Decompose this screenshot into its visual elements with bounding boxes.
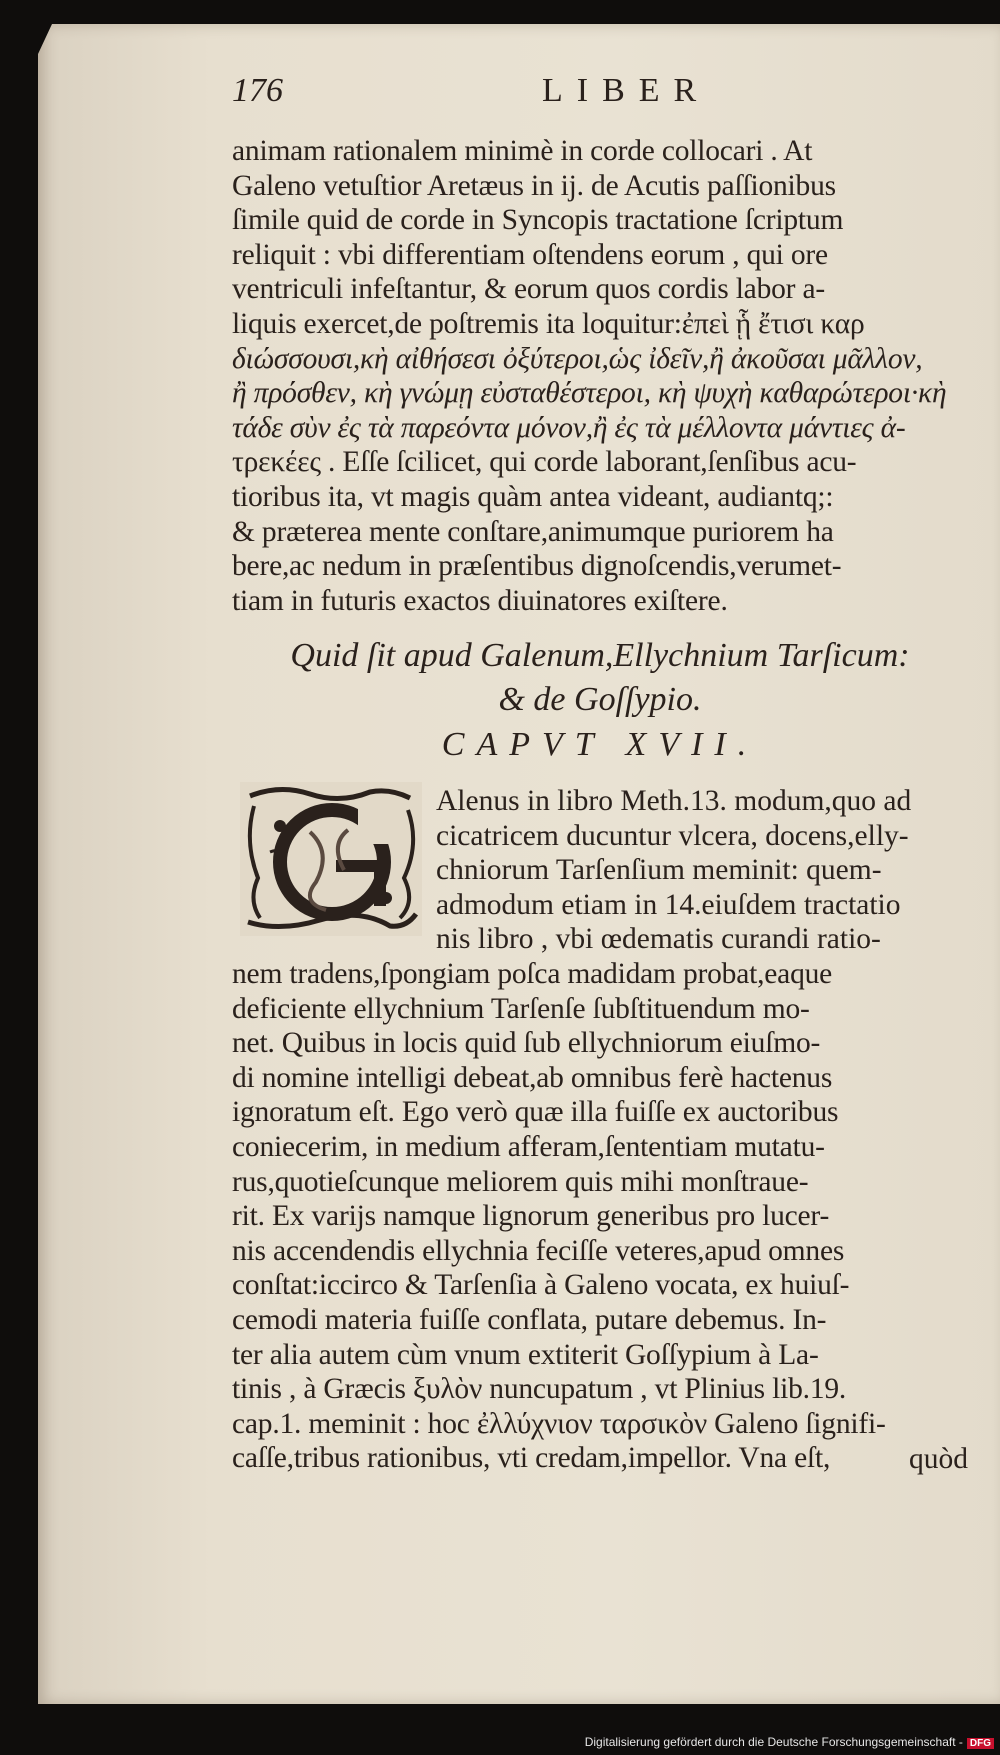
text-line: τρεκέες . Eſſe ſcilicet, qui corde laborant,ſenſibus acu- [232,446,857,479]
text-line: conſtat:iccirco & Tarſenſia à Galeno vocata, ex huiuſ- [232,1269,850,1302]
text-line: reliquit : vbi differentiam oſtendens eorum , qui ore [232,238,828,271]
text-line: cicatricem ducuntur vlcera, docens,elly- [436,819,909,852]
text-line: caſſe,tribus rationibus, vti credam,impellor. Vna eſt, [232,1442,831,1475]
text-line: rus,quotieſcunque meliorem quis mihi monſtraue- [232,1165,809,1198]
greek-text-line: ἢ πρόσθεν, κὴ γνώμῃ εὐσταθέστεροι, κὴ ψυχὴ καθαρώτεροι·κὴ [232,377,947,410]
digitization-credit [585,1735,994,1749]
chapter-title [232,634,968,722]
text-line: ventriculi infeſtantur, & eorum quos cordis labor a- [232,273,825,306]
text-line: ſimile quid de corde in Syncopis tractatione ſcriptum [232,204,844,237]
text-line: nem tradens,ſpongiam poſca madidam probat,eaque [232,958,833,990]
ornament-icon [240,782,422,936]
chapter-title-line-2: & de Goſſypio. [498,681,702,718]
text-line: cemodi materia fuiſſe conflata, putare debemus. In- [232,1303,827,1336]
text-line: nis libro , vbi œdematis curandi ratio- [436,923,881,956]
greek-text-line: τάδε σὺν ἐς τὰ παρεόντα μόνον,ἢ ἐς τὰ μέλλοντα μάντιες ἀ- [232,411,906,444]
decorated-initial-g-icon [240,782,422,936]
text-block-top [232,134,968,618]
running-head: LIBER [542,72,711,109]
text-line: ter alia autem cùm vnum extiterit Goſſypium à La- [232,1338,819,1371]
text-line: bere,ac nedum in præſentibus dignoſcendis,verumet- [232,550,842,583]
text-line: ignoratum eſt. Ego verò quæ illa fuiſſe ex auctoribus [232,1096,839,1129]
text-line: Galeno vetuſtior Aretæus in ij. de Acutis paſſionibus [232,169,836,202]
text-line: chniorum Tarſenſium meminit: quem- [436,854,882,887]
text-line: tioribus ita, vt magis quàm antea videant, audiantq;: [232,480,834,513]
text-line: rit. Ex varijs namque lignorum generibus pro lucer- [232,1200,830,1233]
dfg-logo-icon: DFG [967,1738,994,1749]
text-line: liquis exercet,de poſtremis ita loquitur:ἐπεὶ ᾗ ἔτισι καρ [232,307,865,340]
text-line: & præterea mente conſtare,animumque puriorem ha [232,515,834,548]
text-line: Alenus in libro Meth.13. modum,quo ad [436,785,912,817]
chapter-title-line-1: Quid ſit apud Galenum,Ellychnium Tarſicum: [290,637,910,674]
text-line: tiam in futuris exactos diuinatores exiſtere. [232,584,728,617]
text-line: coniecerim, in medium afferam,ſententiam mutatu- [232,1130,825,1163]
text-line: nis accendendis ellychnia feciſſe veteres,apud omnes [232,1234,845,1267]
text-line: di nomine intelligi debeat,ab omnibus ferè hactenus [232,1061,833,1094]
text-line: admodum etiam in 14.eiuſdem tractatio [436,888,901,921]
text-line: deficiente ellychnium Tarſenſe ſubſtituendum mo- [232,992,810,1025]
text-line: net. Quibus in locis quid ſub ellychniorum eiuſmo- [232,1027,821,1060]
chapter-number: CAPVT XVII. [441,726,759,763]
greek-text-line: διώσσουσι,κὴ αἰθήσεσι ὀξύτεροι,ὡς ἰδεῖν,ἢ ἀκοῦσαι μᾶλλον, [232,342,923,375]
text-block-initial [436,784,968,957]
page-header [232,72,982,122]
text-block-body [232,957,968,1476]
catchword: quòd [909,1443,968,1475]
credit-text: Digitalisierung gefördert durch die Deutsche Forschungsgemeinschaft - [584,1735,963,1749]
folio-number: 176 [232,72,283,109]
text-line: tinis , à Græcis ξυλὸν nuncupatum , vt Plinius lib.19. [232,1373,847,1406]
text-line: cap.1. meminit : hoc ἐλλύχνιον ταρσικὸν Galeno ſignifi- [232,1407,886,1440]
text-line: animam rationalem minimè in corde collocari . At [232,135,813,167]
